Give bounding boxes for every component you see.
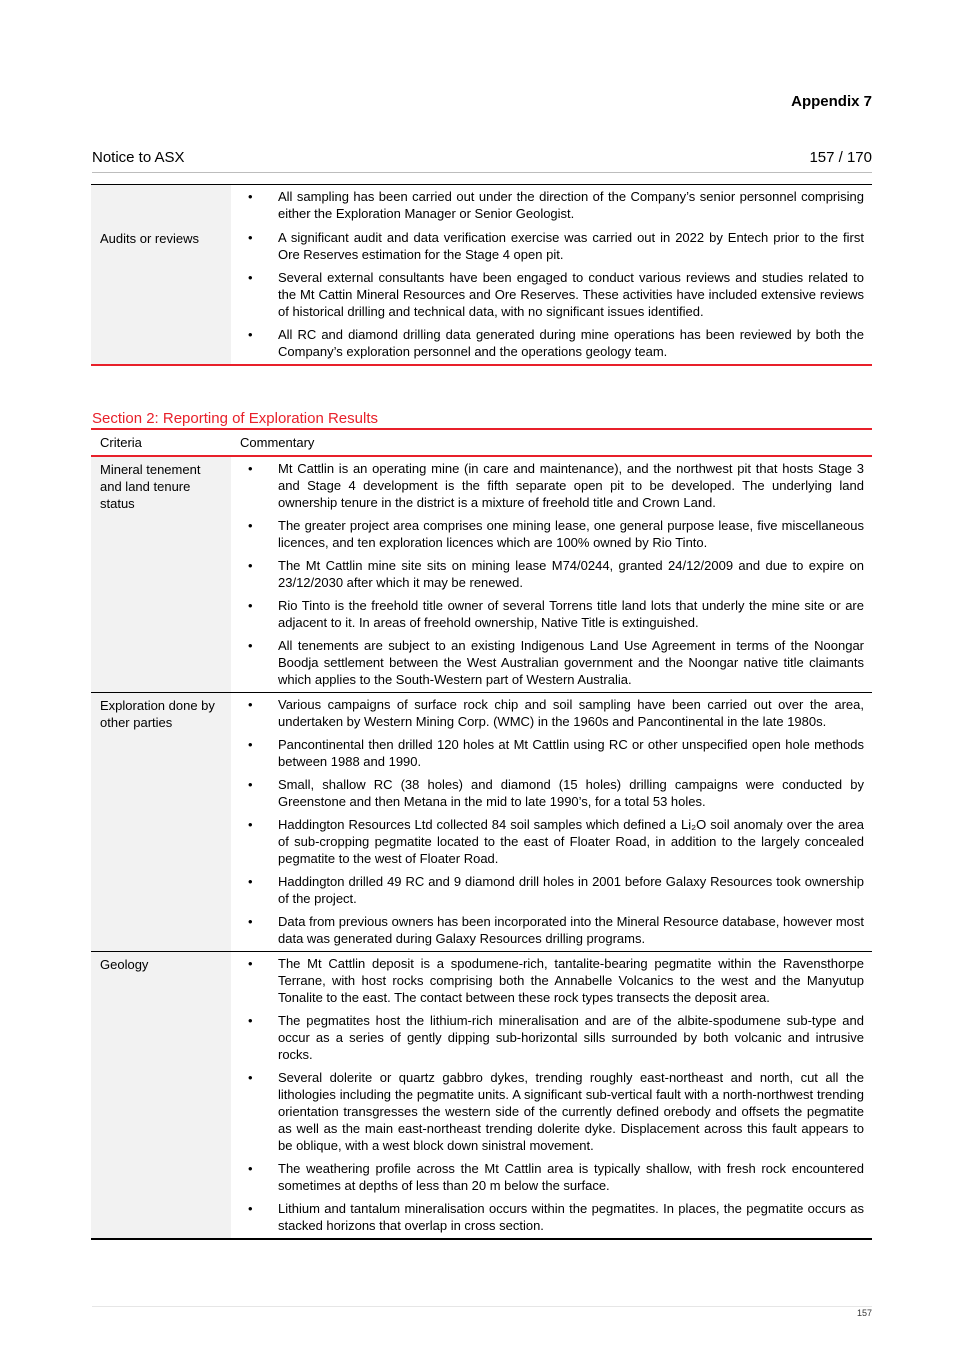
list-item: [231, 460, 864, 511]
bullet-icon: •: [248, 1070, 253, 1085]
bullet-list: [231, 460, 864, 688]
bullet-icon: •: [248, 189, 253, 204]
bullet-icon: •: [248, 230, 253, 245]
bullet-text: Rio Tinto is the freehold title owner of several Torrens title land lots that underly the mine site or are adjacent to it. In areas of freehold ownership, Native Title is extinguished.: [278, 598, 864, 630]
list-item: [231, 597, 864, 631]
document-title: Notice to ASX: [92, 149, 185, 166]
list-item: [231, 1012, 864, 1063]
bullet-icon: •: [248, 1201, 253, 1216]
bullet-text: Haddington Resources Ltd collected 84 soil samples which defined a Li₂O soil anomaly over the area of sub-cropping pegmatite located to the east of Floater Road, in addition to the largely concealed pegmatite to the west of Floater Road.: [278, 817, 864, 866]
table-row: [91, 693, 872, 952]
list-item: [231, 1160, 864, 1194]
bullet-icon: •: [248, 518, 253, 533]
bullet-list: [231, 955, 864, 1234]
table-header-row: [91, 429, 872, 456]
list-item: [231, 696, 864, 730]
bullet-icon: •: [248, 874, 253, 889]
criteria-cell: Geology: [91, 952, 231, 1240]
bullet-text: The greater project area comprises one mining lease, one general purpose lease, five miscellaneous licences, and ten exploration licences which are 100% owned by Rio Tinto.: [278, 518, 864, 550]
list-item: [231, 873, 864, 907]
bullet-text: Several external consultants have been engaged to conduct various reviews and studies related to the Mt Cattin Mineral Resources and Ore Reserves. These activities have included extensive reviews of historical drilling and technical data, with no significant issues identified.: [278, 270, 864, 319]
bullet-icon: •: [248, 697, 253, 712]
bullet-list: [231, 229, 864, 360]
criteria-cell: [91, 185, 231, 227]
bullet-icon: •: [248, 461, 253, 476]
bullet-list: [231, 188, 864, 222]
table-row: [91, 185, 872, 227]
section-title: Section 2: Reporting of Exploration Results: [92, 410, 378, 427]
bullet-text: All RC and diamond drilling data generated during mine operations has been reviewed by both the Company’s exploration personnel and the operations geology team.: [278, 327, 864, 359]
bullet-icon: •: [248, 327, 253, 342]
commentary-cell: [231, 185, 872, 227]
list-item: [231, 776, 864, 810]
bullet-icon: •: [248, 1013, 253, 1028]
criteria-cell: Exploration done by other parties: [91, 693, 231, 952]
bullet-icon: •: [248, 638, 253, 653]
bullet-text: All sampling has been carried out under the direction of the Company’s senior personnel comprising either the Exploration Manager or Senior Geologist.: [278, 189, 864, 221]
column-header-commentary: Commentary: [231, 429, 872, 456]
table-row: [91, 952, 872, 1240]
list-item: [231, 269, 864, 320]
list-item: [231, 1069, 864, 1154]
footer-page-number: 157: [856, 1308, 872, 1318]
page-count: 157 / 170: [809, 149, 872, 166]
list-item: [231, 517, 864, 551]
list-item: [231, 816, 864, 867]
commentary-cell: [231, 693, 872, 952]
criteria-cell: Audits or reviews: [91, 226, 231, 365]
appendix-label: Appendix 7: [791, 93, 872, 110]
list-item: [231, 913, 864, 947]
bullet-text: A significant audit and data verification exercise was carried out in 2022 by Entech prior to the first Ore Reserves estimation for the Stage 4 open pit.: [278, 230, 864, 262]
table-row: [91, 226, 872, 365]
bullet-icon: •: [248, 956, 253, 971]
bullet-icon: •: [248, 737, 253, 752]
bullet-text: Small, shallow RC (38 holes) and diamond (15 holes) drilling campaigns were conducted by Greenstone and then Metana in the mid to late 1990’s, for a total 53 holes.: [278, 777, 864, 809]
bullet-icon: •: [248, 817, 253, 832]
header-divider: [92, 172, 872, 173]
bullet-icon: •: [248, 777, 253, 792]
bullet-icon: •: [248, 1161, 253, 1176]
criteria-cell: Mineral tenement and land tenure status: [91, 456, 231, 693]
bullet-text: All tenements are subject to an existing Indigenous Land Use Agreement in terms of the Noongar Boodja settlement between the West Australian government and the Noongar native title claimants which applies to the South-Western part of Western Australia.: [278, 638, 864, 687]
bullet-text: The Mt Cattlin mine site sits on mining lease M74/0244, granted 24/12/2009 and due to expire on 23/12/2030 after which it may be renewed.: [278, 558, 864, 590]
bullet-text: The weathering profile across the Mt Cattlin area is typically shallow, with fresh rock encountered sometimes at depths of less than 20 m below the surface.: [278, 1161, 864, 1193]
bullet-icon: •: [248, 558, 253, 573]
bullet-text: Data from previous owners has been incorporated into the Mineral Resource database, however most data was generated during Galaxy Resources drilling programs.: [278, 914, 864, 946]
bullet-text: The pegmatites host the lithium-rich mineralisation and are of the albite-spodumene sub-type and occur as a series of gently dipping sub-horizontal sills surrounded by both volcanic and intrusive rocks.: [278, 1013, 864, 1062]
footer-divider: [92, 1306, 872, 1307]
list-item: [231, 188, 864, 222]
commentary-cell: [231, 952, 872, 1240]
bullet-icon: •: [248, 270, 253, 285]
list-item: [231, 955, 864, 1006]
bullet-icon: •: [248, 914, 253, 929]
list-item: [231, 229, 864, 263]
bullet-list: [231, 696, 864, 947]
exploration-results-table: [91, 428, 872, 1240]
bullet-text: Haddington drilled 49 RC and 9 diamond drill holes in 2001 before Galaxy Resources took ownership of the project.: [278, 874, 864, 906]
list-item: [231, 557, 864, 591]
bullet-text: Several dolerite or quartz gabbro dykes, trending roughly east-northeast and north, cut all the lithologies including the pegmatite units. A significant sub-vertical fault with a north-northwest trending orientation transgresses the western side of the currently defined orebody and offsets the pegmatite as well as the main east-northeast trending dolerite dyke. Displacement across this fault appears to be oblique, with a west block down sinistral movement.: [278, 1070, 864, 1153]
list-item: [231, 326, 864, 360]
commentary-cell: [231, 456, 872, 693]
sampling-audits-table: [91, 184, 872, 366]
bullet-text: Mt Cattlin is an operating mine (in care and maintenance), and the northwest pit that hosts Stage 3 and Stage 4 development is the fifth separate open pit to be developed. The underlying land ownership tenure in the district is a mixture of freehold title and Crown Land.: [278, 461, 864, 510]
column-header-criteria: Criteria: [91, 429, 231, 456]
commentary-cell: [231, 226, 872, 365]
bullet-text: Various campaigns of surface rock chip and soil sampling have been carried out over the area, undertaken by Western Mining Corp. (WMC) in the 1960s and Pancontinental in the late 1980s.: [278, 697, 864, 729]
bullet-text: Pancontinental then drilled 120 holes at Mt Cattlin using RC or other unspecified open hole methods between 1988 and 1990.: [278, 737, 864, 769]
bullet-icon: •: [248, 598, 253, 613]
table-row: [91, 456, 872, 693]
list-item: [231, 637, 864, 688]
bullet-text: Lithium and tantalum mineralisation occurs within the pegmatites. In places, the pegmatite occurs as stacked horizons that overlap in cross section.: [278, 1201, 864, 1233]
list-item: [231, 736, 864, 770]
list-item: [231, 1200, 864, 1234]
bullet-text: The Mt Cattlin deposit is a spodumene-rich, tantalite-bearing pegmatite within the Ravensthorpe Terrane, with host rocks comprising both the Annabelle Volcanics to the west and the Manyutup Tonalite to the east. The contact between these rock types transects the deposit area.: [278, 956, 864, 1005]
